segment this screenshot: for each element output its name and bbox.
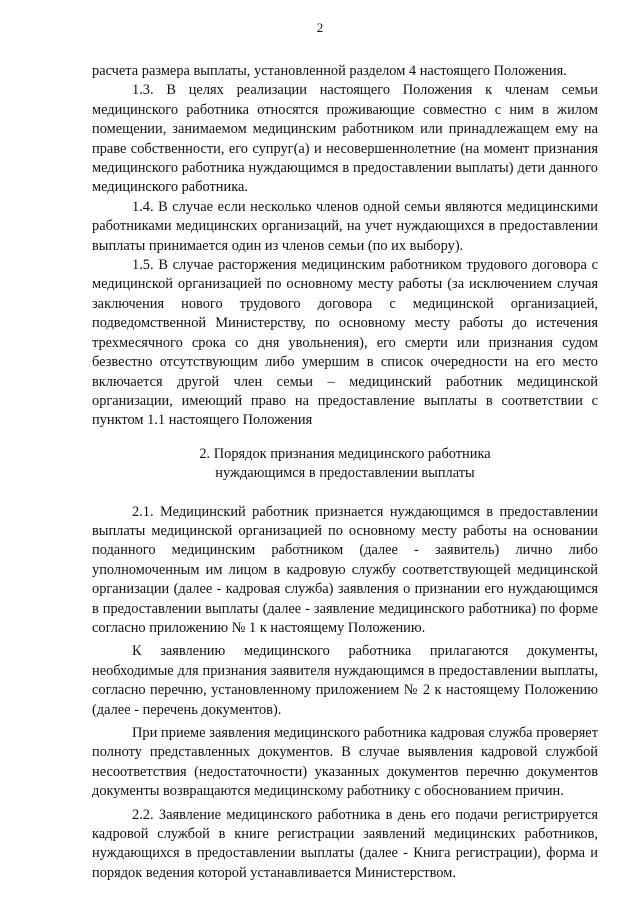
document-body <box>92 62 598 883</box>
paragraph-1-4: 1.4. В случае если несколько членов одной семьи являются медицинскими работниками медицинских организаций, на учет нуждающихся в предоставлении выплаты принимается один из членов семьи (по их выбору). <box>92 198 598 254</box>
paragraph-continuation: расчета размера выплаты, установленной разделом 4 настоящего Положения. <box>92 63 567 79</box>
section-2-heading-line-2: нуждающимся в предоставлении выплаты <box>215 465 475 482</box>
page-number: 2 <box>316 20 324 35</box>
paragraph-2-1: 2.1. Медицинский работник признается нуждающимся в предоставлении выплаты медицинской организацией по основному месту работы на основании поданного медицинским работником (далее - заявитель) лично либо уполномоченным им лицом в кадровую службу соответствующей медицинской организации (далее - кадровая служба) заявления о признании его нуждающимся в предоставлении выплаты (далее - заявление медицинского работника) по форме согласно приложению № 1 к настоящему Положению. <box>92 503 598 636</box>
paragraph-documents-check: При приеме заявления медицинского работника кадровая служба проверяет полноту представленных документов. В случае выявления кадровой службой несоответствия (недостаточности) указанных документов перечню документов документы возвращаются медицинскому работнику с обоснованием причин. <box>92 725 598 800</box>
paragraph-1-3: 1.3. В целях реализации настоящего Положения к членам семьи медицинского работника относятся проживающие совместно с ним в жилом помещении, занимаемом медицинским работником или принадлежащем ему на праве собственности, его супруг(а) и несовершеннолетние (на момент признания медицинского работника нуждающимся в предоставлении выплаты) дети данного медицинского работника. <box>92 82 598 196</box>
paragraph-1-5: 1.5. В случае расторжения медицинским работником трудового договора с медицинской организацией по основному месту работы (за исключением случая заключения нового трудового договора с медицинской организацией, подведомственной Министерству, по основному месту работы до истечения трехмесячного срока со дня увольнения), его смерти или признания судом безвестно отсутствующим либо умершим в список очередности на его место включается другой член семьи – медицинский работник медицинской организации, имеющий право на предоставление выплаты в соответствии с пунктом 1.1 настоящего Положения <box>92 257 598 429</box>
section-2-heading <box>92 445 598 484</box>
paragraph-2-2: 2.2. Заявление медицинского работника в день его подачи регистрируется кадровой службой в книге регистрации заявлений медицинских работников, нуждающихся в предоставлении выплаты (далее - Книга регистрации), форма и порядок ведения которой устанавливается Министерством. <box>92 806 598 881</box>
section-2-heading-line-1: 2. Порядок признания медицинского работника <box>199 445 491 462</box>
paragraph-documents-attached: К заявлению медицинского работника прилагаются документы, необходимые для признания заявителя нуждающимся в предоставлении выплаты, согласно перечню, установленному приложением № 2 к настоящему Положению (далее - перечень документов). <box>92 643 598 718</box>
